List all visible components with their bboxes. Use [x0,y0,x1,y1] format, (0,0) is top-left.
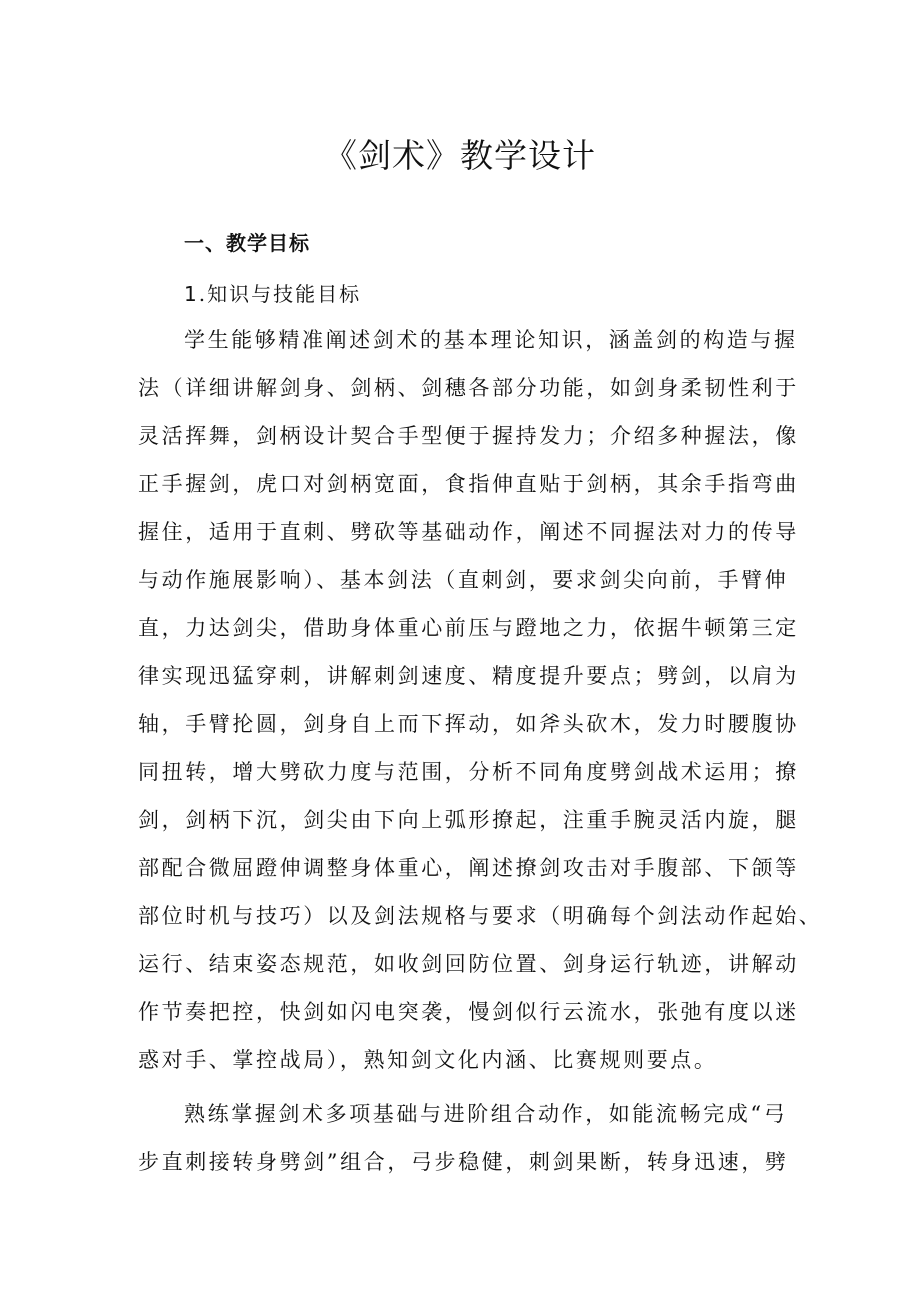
paragraph-line: 正手握剑，虎口对剑柄宽面，食指伸直贴于剑柄，其余手指弯曲 [138,472,799,496]
sub-heading-knowledge-skills [184,278,361,307]
paragraph-line: 同扭转，增大劈砍力度与范围，分析不同角度劈剑战术运用；撩 [138,760,799,784]
sub-heading-number: 1 [184,282,199,306]
paragraph-line: 学生能够精准阐述剑术的基本理论知识，涵盖剑的构造与握 [184,328,798,352]
paragraph-line: 灵活挥舞，剑柄设计契合手型便于握持发力；介绍多种握法，像 [138,424,799,448]
paragraph-line: 轴，手臂抡圆，剑身自上而下挥动，如斧头砍木，发力时腰腹协 [138,712,799,736]
paragraph-line: 与动作施展影响）、基本剑法（直刺剑，要求剑尖向前，手臂伸 [138,568,789,592]
paragraph-line: 熟练掌握剑术多项基础与进阶组合动作，如能流畅完成“弓 [184,1102,788,1126]
paragraph-line: 作节奏把控，快剑如闪电突袭，慢剑似行云流水，张弛有度以迷 [138,1000,799,1024]
paragraph-line: 步直刺接转身劈剑”组合，弓步稳健，刺剑果断，转身迅速，劈 [138,1150,789,1174]
paragraph-line: 法（详细讲解剑身、剑柄、剑穗各部分功能，如剑身柔韧性利于 [138,376,799,400]
paragraph-skill-combos [138,1090,788,1186]
paragraph-theory-knowledge [138,316,823,1084]
paragraph-line: 握住，适用于直刺、劈砍等基础动作，阐述不同握法对力的传导 [138,520,799,544]
paragraph-line: 剑，剑柄下沉，剑尖由下向上弧形撩起，注重手腕灵活内旋，腿 [138,808,799,832]
paragraph-line: 律实现迅猛穿刺，讲解刺剑速度、精度提升要点；劈剑，以肩为 [138,664,799,688]
paragraph-line: 部位时机与技巧）以及剑法规格与要求（明确每个剑法动作起始、 [138,904,823,928]
section-heading-teaching-goals: 一、教学目标 [184,231,310,255]
paragraph-line: 直，力达剑尖，借助身体重心前压与蹬地之力，依据牛顿第三定 [138,616,799,640]
sub-heading-text: .知识与技能目标 [198,282,362,306]
paragraph-line: 惑对手、掌控战局），熟知剑文化内涵、比赛规则要点。 [138,1048,718,1072]
document-title: 《剑术》教学设计 [324,136,596,175]
paragraph-line: 运行、结束姿态规范，如收剑回防位置、剑身运行轨迹，讲解动 [138,952,799,976]
paragraph-line: 部配合微屈蹬伸调整身体重心，阐述撩剑攻击对手腹部、下颌等 [138,856,799,880]
